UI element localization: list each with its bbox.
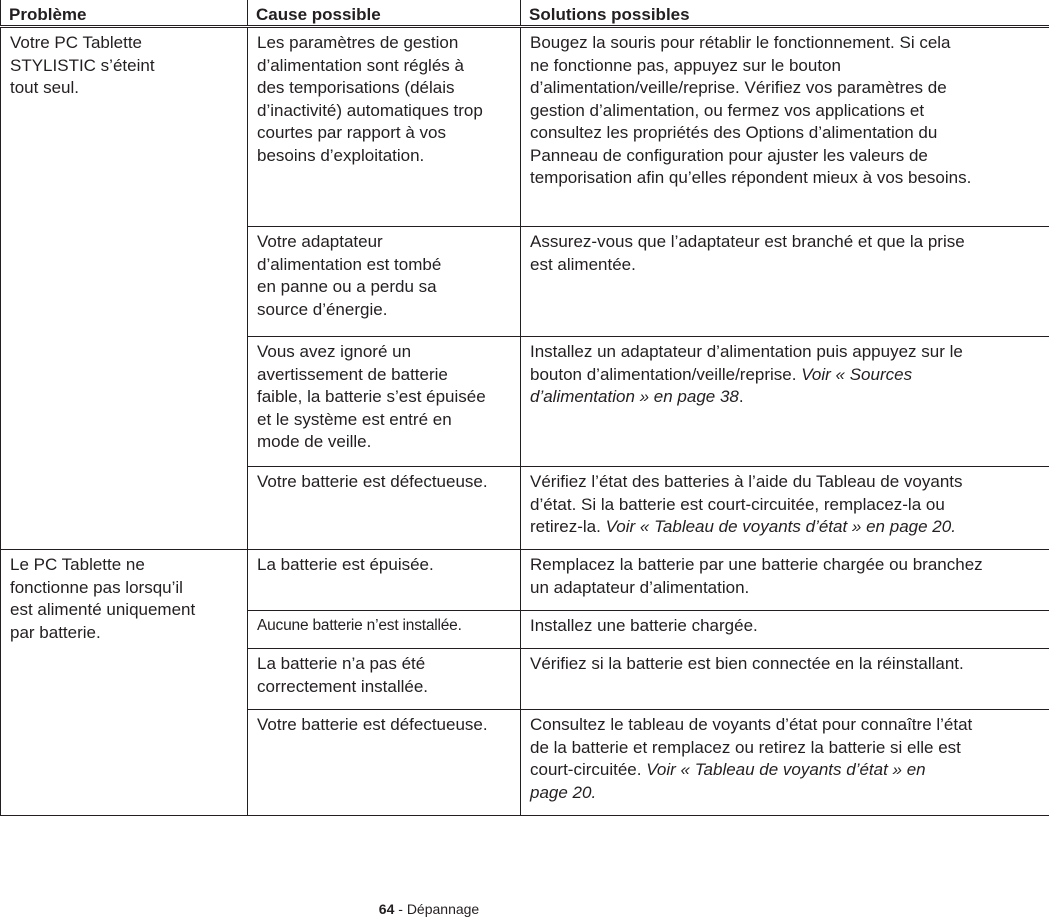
footer-separator: - [394, 901, 407, 917]
solution-cell: Installez une batterie chargée. [521, 611, 1049, 649]
problem-cell: Votre PC Tablette STYLISTIC s’éteint tout seul. [1, 27, 248, 550]
page-number: 64 [378, 901, 395, 917]
solution-cell: Assurez-vous que l’adaptateur est branché et que la prise est alimentée. [521, 227, 1049, 337]
cause-cell: Les paramètres de gestion d’alimentation sont réglés à des temporisations (délais d’inactivité) automatiques trop courtes par rapport à vos besoins d’exploitation. [248, 27, 521, 227]
cause-cell: La batterie n’a pas été correctement installée. [248, 649, 521, 710]
header-problem: Problème [1, 0, 248, 27]
solution-cell: Consultez le tableau de voyants d’état pour connaître l’état de la batterie et remplacez ou retirez la batterie si elle est court-circuitée. Voir « Tableau de voyants d’état » en page 20. [521, 710, 1049, 816]
cause-cell: Votre batterie est défectueuse. [248, 710, 521, 816]
table-row [1, 550, 1049, 611]
solution-cell: Bougez la souris pour rétablir le fonctionnement. Si cela ne fonctionne pas, appuyez sur le bouton d’alimentation/veille/reprise. Vérifiez vos paramètres de gestion d’alimentation, ou fermez vos applications et consultez les propriétés des Options d’alimentation du Panneau de configuration pour ajuster les valeurs de temporisation afin qu’elles répondent mieux à vos besoins. [521, 27, 1049, 227]
cross-reference-link[interactable]: Voir « Sources [801, 364, 913, 384]
problem-cell: Le PC Tablette ne fonctionne pas lorsqu’il est alimenté uniquement par batterie. [1, 550, 248, 816]
cause-cell: Votre batterie est défectueuse. [248, 467, 521, 550]
solution-cell: Installez un adaptateur d’alimentation puis appuyez sur le bouton d’alimentation/veille/reprise. Voir « Sources d’alimentation » en page 38. [521, 337, 1049, 467]
cause-cell: Votre adaptateur d’alimentation est tombé en panne ou a perdu sa source d’énergie. [248, 227, 521, 337]
table-header-row [1, 0, 1049, 27]
header-solution: Solutions possibles [521, 0, 1049, 27]
cause-cell: Aucune batterie n’est installée. [248, 611, 521, 649]
page-footer [0, 901, 858, 917]
solution-cell: Vérifiez l’état des batteries à l’aide du Tableau de voyants d’état. Si la batterie est court-circuitée, remplacez-la ou retirez-la. Voir « Tableau de voyants d’état » en page 20. [521, 467, 1049, 550]
solution-cell: Vérifiez si la batterie est bien connectée en la réinstallant. [521, 649, 1049, 710]
cause-cell: Vous avez ignoré un avertissement de batterie faible, la batterie s’est épuisée et le système est entré en mode de veille. [248, 337, 521, 467]
cross-reference-link[interactable]: Voir « Tableau de voyants d’état » en page 20. [605, 517, 956, 536]
cross-reference-link[interactable]: d’alimentation » en page 38 [530, 387, 739, 406]
cause-cell: La batterie est épuisée. [248, 550, 521, 611]
table-row [1, 27, 1049, 227]
footer-section: Dépannage [406, 901, 480, 917]
header-cause: Cause possible [248, 0, 521, 27]
solution-cell: Remplacez la batterie par une batterie chargée ou branchez un adaptateur d’alimentation. [521, 550, 1049, 611]
cross-reference-link[interactable]: page 20. [530, 782, 597, 802]
cross-reference-link[interactable]: Voir « Tableau de voyants d’état » en [646, 760, 926, 779]
